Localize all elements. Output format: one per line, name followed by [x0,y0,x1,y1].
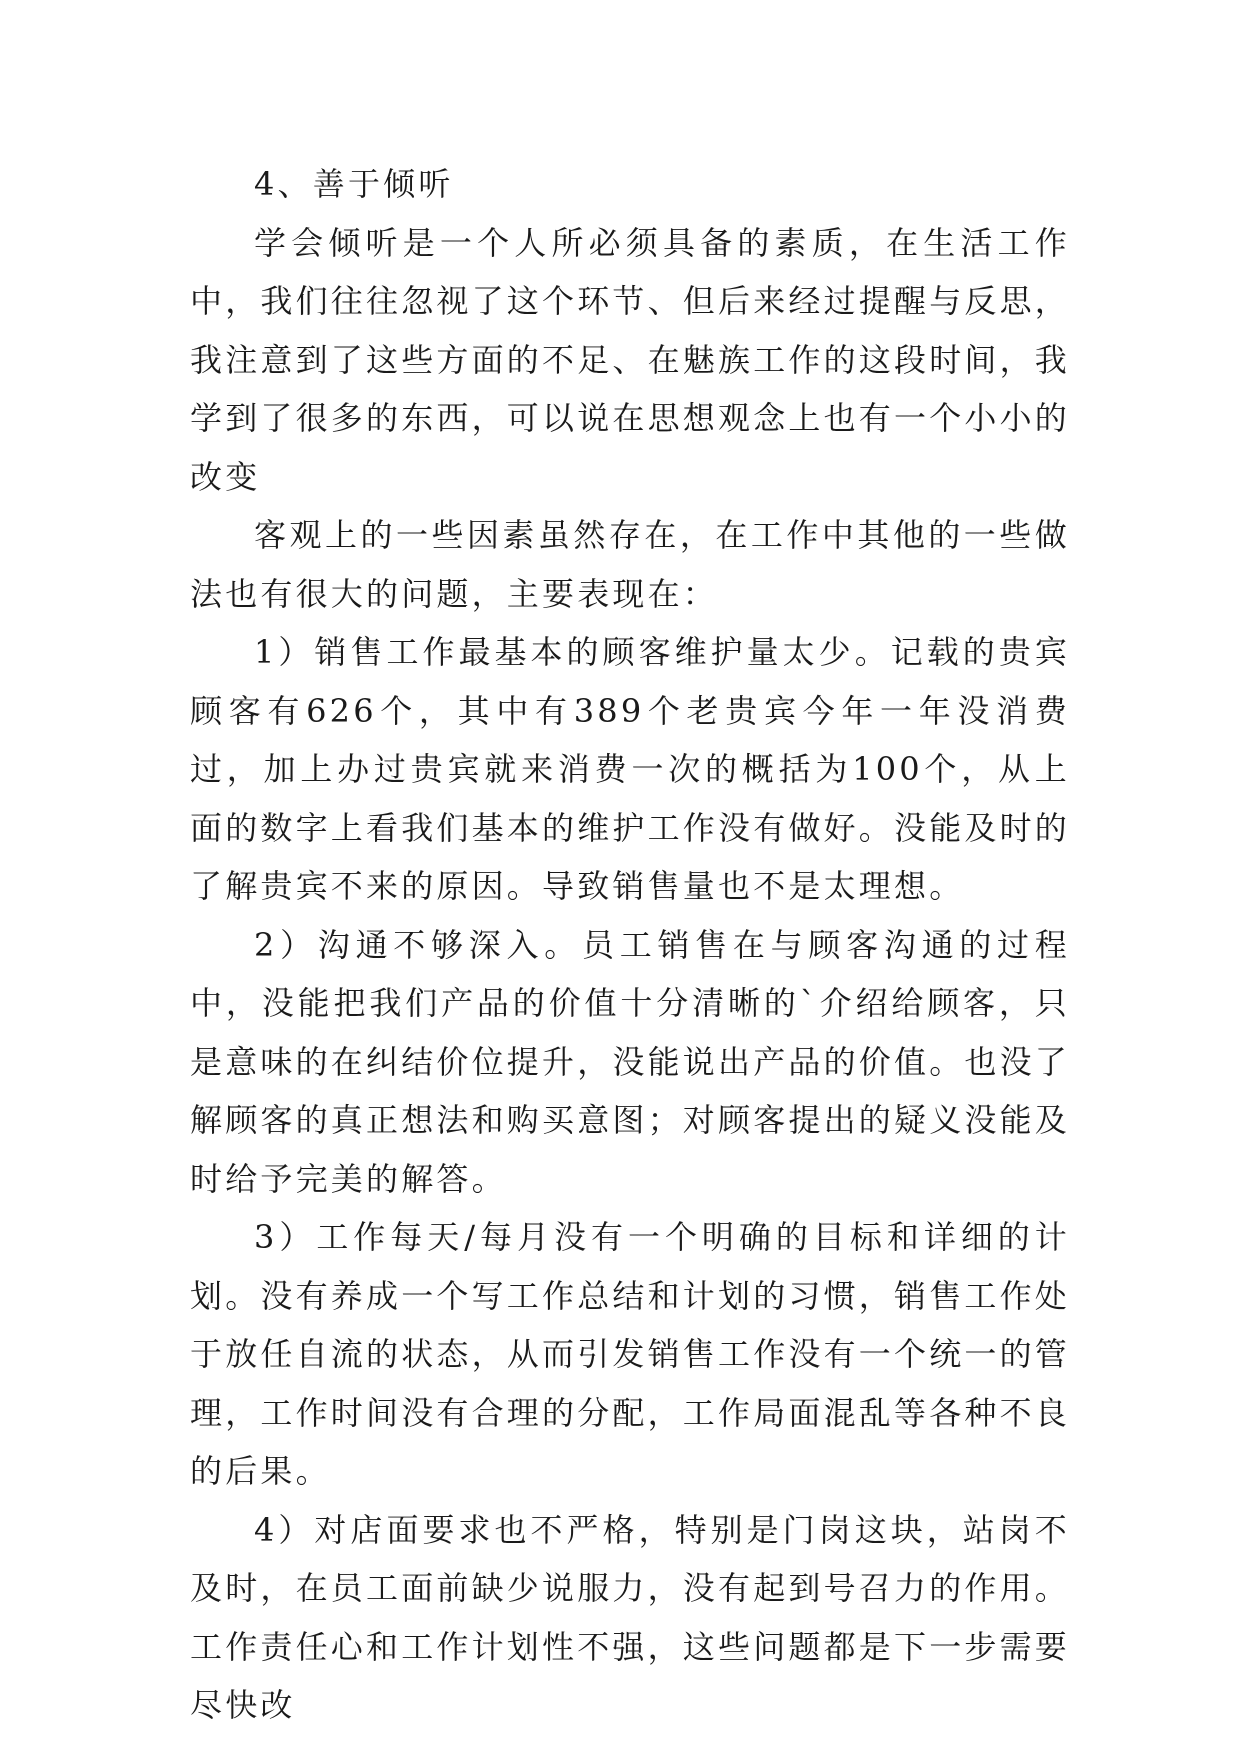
paragraph-listening: 学会倾听是一个人所必须具备的素质，在生活工作中，我们往往忽视了这个环节、但后来经过提醒与反思，我注意到了这些方面的不足、在魅族工作的这段时间，我学到了很多的东西，可以说在思想观念上也有一个小小的改变 [190,223,1071,496]
paragraph-point-3: 3）工作每天/每月没有一个明确的目标和详细的计划。没有养成一个写工作总结和计划的习惯，销售工作处于放任自流的状态，从而引发销售工作没有一个统一的管理，工作时间没有合理的分配，工作局面混乱等各种不良的后果。 [190,1218,1071,1490]
paragraph-point-4: 4）对店面要求也不严格，特别是门岗这块，站岗不及时，在员工面前缺少说服力，没有起到号召力的作用。工作责任心和工作计划性不强，这些问题都是下一步需要尽快改 [190,1510,1071,1724]
document-body [190,155,1070,1735]
paragraph-problems-intro: 客观上的一些因素虽然存在，在工作中其他的一些做法也有很大的问题，主要表现在： [190,516,1070,613]
section-heading-listening: 4、善于倾听 [254,165,454,203]
paragraph-point-2: 2）沟通不够深入。员工销售在与顾客沟通的过程中，没能把我们产品的价值十分清晰的`介绍给顾客，只是意味的在纠结价位提升，没能说出产品的价值。也没了解顾客的真正想法和购买意图；对顾客提出的疑义没能及时给予完美的解答。 [190,925,1071,1198]
paragraph-point-1: 1）销售工作最基本的顾客维护量太少。记载的贵宾顾客有626个，其中有389个老贵宾今年一年没消费过，加上办过贵宾就来消费一次的概括为100个，从上面的数字上看我们基本的维护工作没有做好。没能及时的了解贵宾不来的原因。导致销售量也不是太理想。 [190,633,1071,905]
